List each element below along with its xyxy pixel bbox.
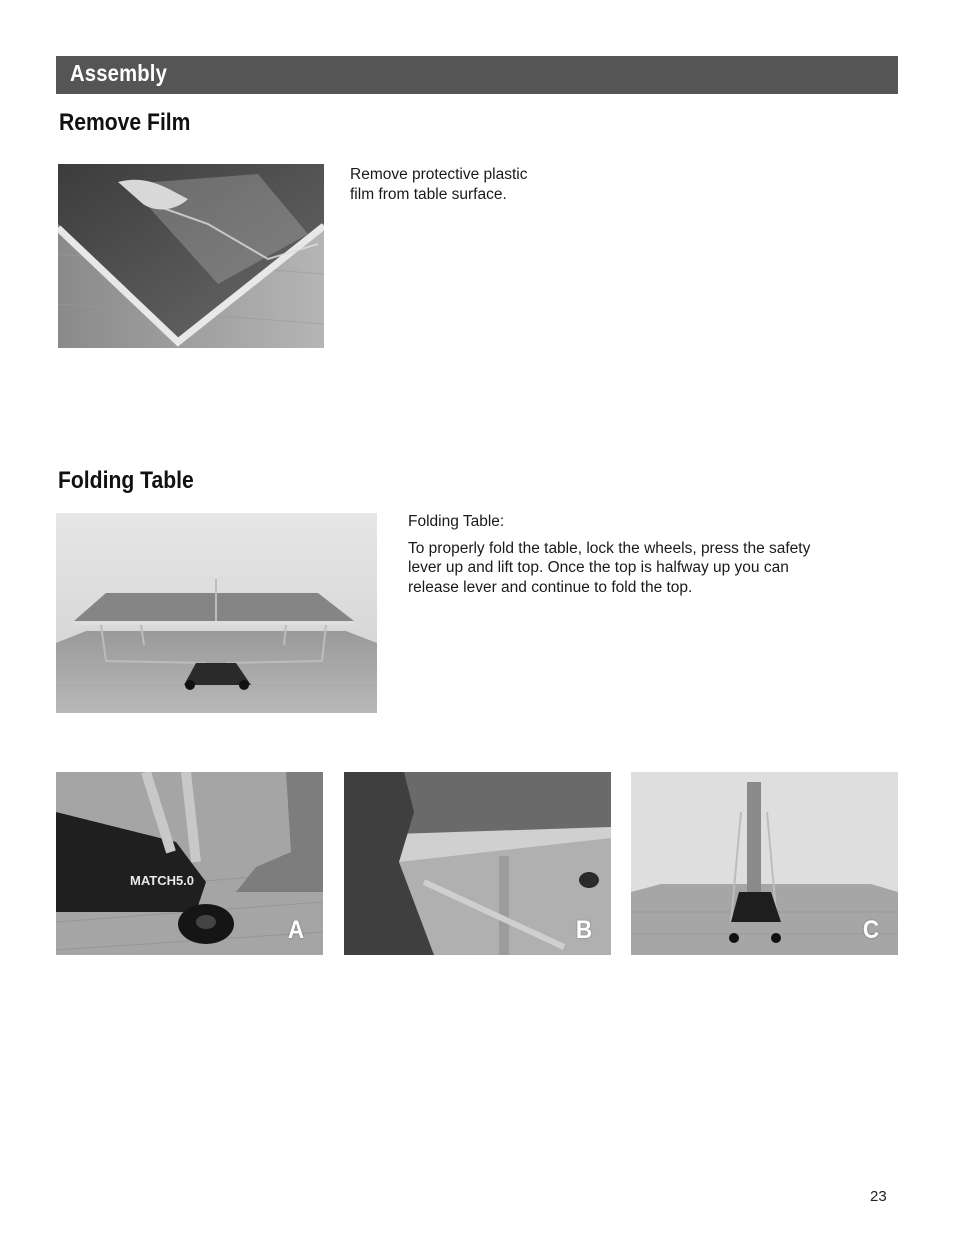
remove-film-text-line2: film from table surface. [350, 185, 507, 203]
remove-film-photo [58, 164, 324, 348]
folding-table-heading: Folding Table [58, 467, 194, 494]
folding-table-line2: lever up and lift top. Once the top is halfway up you can [408, 559, 789, 576]
step-a-label: A [287, 916, 305, 944]
step-a-photo [56, 772, 323, 955]
match-logo-text: MATCH5.0 [130, 873, 195, 888]
remove-film-heading: Remove Film [59, 109, 191, 136]
folding-table-line3: release lever and continue to fold the top. [408, 578, 693, 596]
step-b-photo [344, 772, 611, 955]
step-b-label: B [575, 916, 593, 944]
folding-table-photo [56, 513, 377, 713]
section-header-bar [56, 56, 898, 94]
folding-table-intro: Folding Table: [408, 513, 505, 530]
folding-table-instructions [408, 512, 868, 597]
step-c-photo [631, 772, 898, 955]
folding-table-line1: To properly fold the table, lock the wheels, press the safety [408, 539, 811, 557]
step-c-label: C [862, 916, 880, 944]
remove-film-text-line1: Remove protective plastic [350, 166, 528, 183]
section-title: Assembly [70, 60, 168, 86]
page-number: 23 [870, 1188, 887, 1205]
remove-film-instructions [350, 165, 610, 204]
